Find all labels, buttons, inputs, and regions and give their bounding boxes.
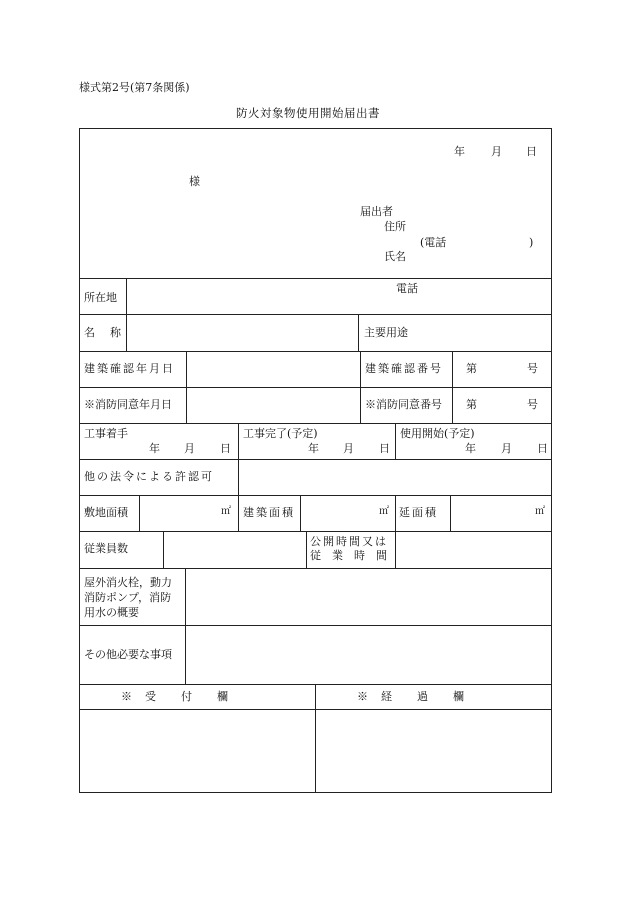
use-start-month: 月 — [501, 442, 512, 455]
work-start-month: 月 — [184, 442, 195, 455]
notification-form — [79, 128, 552, 793]
build-confirm-date-label: 建築確認年月日 — [84, 362, 175, 375]
floor-area-label: 延面積 — [399, 506, 438, 519]
date-year: 年 — [454, 145, 465, 158]
build-confirm-no-suffix: 号 — [527, 362, 538, 375]
work-complete-year: 年 — [308, 442, 319, 455]
address-label: 住所 — [384, 220, 406, 233]
fire-consent-date-label: ※消防同意年月日 — [84, 398, 172, 411]
date-month: 月 — [491, 145, 502, 158]
permits-label: 他の法令による許認可 — [84, 470, 214, 483]
name-row-label: 名 称 — [84, 326, 123, 339]
fire-consent-no-label: ※消防同意番号 — [365, 398, 442, 411]
form-title: 防火対象物使用開始届出書 — [236, 106, 380, 120]
form-number: 様式第2号(第7条関係) — [79, 81, 190, 94]
location-label: 所在地 — [84, 291, 117, 304]
equipment-label-line3: 用水の概要 — [84, 606, 139, 619]
fire-consent-no-suffix: 号 — [527, 398, 538, 411]
use-start-label: 使用開始(予定) — [400, 427, 475, 440]
use-start-year: 年 — [465, 442, 476, 455]
work-complete-day: 日 — [379, 442, 390, 455]
equipment-label-line2: 消防ポンプ，消防 — [84, 591, 172, 604]
work-complete-label: 工事完了(予定) — [243, 427, 318, 440]
build-confirm-no-prefix: 第 — [466, 362, 477, 375]
location-phone-label: 電話 — [396, 282, 418, 295]
reception-column-header: ※ 受 付 欄 — [121, 690, 229, 703]
work-start-label: 工事着手 — [84, 427, 128, 440]
site-area-label: 敷地面積 — [84, 506, 128, 519]
hours-label-line2: 従 業 時 間 — [310, 549, 387, 562]
work-complete-month: 月 — [343, 442, 354, 455]
name-label: 氏名 — [384, 250, 406, 263]
other-matters-label: その他必要な事項 — [84, 648, 172, 661]
site-area-unit: ㎡ — [221, 506, 231, 517]
build-confirm-no-label: 建築確認番号 — [365, 362, 443, 375]
building-area-unit: ㎡ — [379, 506, 389, 517]
main-use-label: 主要用途 — [364, 326, 408, 339]
phone-open-label: (電話 — [420, 236, 447, 249]
progress-column-header: ※ 経 過 欄 — [357, 690, 465, 703]
date-day: 日 — [526, 145, 537, 158]
notifier-label: 届出者 — [360, 205, 393, 218]
phone-close-label: ) — [529, 236, 534, 249]
use-start-day: 日 — [537, 442, 548, 455]
addressee-suffix: 様 — [189, 175, 200, 188]
hours-label-line1: 公開時間又は — [310, 535, 388, 548]
building-area-label: 建築面積 — [243, 506, 295, 519]
equipment-label-line1: 屋外消火栓，動力 — [84, 576, 172, 589]
work-start-day: 日 — [220, 442, 231, 455]
fire-consent-no-prefix: 第 — [466, 398, 477, 411]
floor-area-unit: ㎡ — [535, 506, 545, 517]
work-start-year: 年 — [149, 442, 160, 455]
employees-label: 従業員数 — [84, 542, 128, 555]
